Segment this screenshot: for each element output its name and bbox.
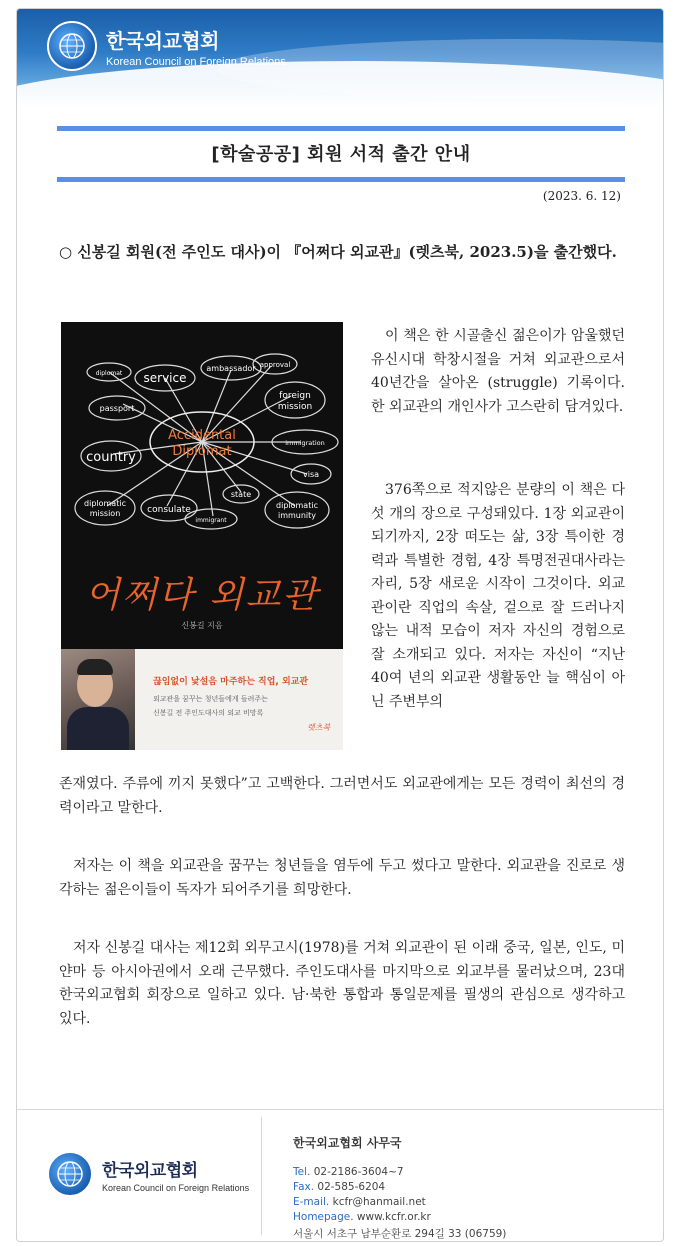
footer-logo[interactable] — [47, 1151, 249, 1197]
header-banner — [17, 9, 663, 106]
org-name-ko: 한국외교협회 — [106, 28, 219, 53]
cover-word: visa — [302, 470, 320, 479]
newsletter-frame — [16, 8, 664, 1242]
paragraph-intro: 이 책은 한 시골출신 젊은이가 암울했던 유신시대 학창시절을 거쳐 외교관으로서 40년간을 살아온 (struggle) 기록이다. 한 외교관의 개인사가 고스란히 담겨있다. — [371, 328, 625, 415]
paragraph-author-bio: 저자 신봉길 대사는 제12회 외무고시(1978)를 거쳐 외교관이 된 이래 중국, 일본, 인도, 미얀마 등 아시아권에서 오래 근무했다. 주인도대사를 마지막으로 외교부를 물러났으며, 23대 한국외교협회 회장으로 일하고 있다. 남·북한 통합과 통일문제를 필생의 관심으로 생각하고 있다. — [59, 940, 625, 1027]
cover-word: diplomatic — [276, 501, 318, 510]
title-bar-bottom — [57, 177, 625, 182]
cover-publisher: 렛츠북 — [307, 723, 331, 732]
cover-word: immunity — [277, 511, 317, 520]
paragraph-audience: 저자는 이 책을 외교관을 꿈꾸는 청년들을 염두에 두고 썼다고 말한다. 외교관을 진로로 생각하는 젊은이들이 독자가 되어주기를 희망한다. — [59, 858, 625, 898]
footer-fax: Fax. 02-585-6204 — [293, 1181, 386, 1193]
footer-email[interactable]: E-mail. kcfr@hanmail.net — [293, 1196, 426, 1208]
footer-vertical-divider — [261, 1117, 262, 1235]
cover-word: country — [86, 450, 136, 465]
cover-word-diagram — [61, 322, 343, 562]
cover-title-ko: 어쩌다 외교관 — [84, 575, 320, 616]
globe-emblem-icon — [47, 21, 97, 71]
lead-sentence: ○ 신봉길 회원(전 주인도 대사)이 『어쩌다 외교관』(렛츠북, 2023.5)을 출간했다. — [59, 243, 617, 261]
footer-divider — [17, 1109, 663, 1110]
footer-address: 서울시 서초구 남부순환로 294길 33 (06759) — [293, 1228, 507, 1240]
cover-word: passport — [99, 404, 135, 413]
book-cover-image — [61, 322, 343, 750]
footer-org-name-ko: 한국외교협회 — [102, 1160, 198, 1181]
cover-word: mission — [89, 509, 121, 518]
globe-emblem-icon — [47, 1151, 93, 1197]
cover-word: state — [230, 490, 252, 499]
cover-word: approval — [259, 361, 291, 369]
email-link[interactable]: kcfr@hanmail.net — [332, 1196, 426, 1208]
cover-word: foreign — [279, 391, 311, 401]
paragraph-structure: 376쪽으로 적지않은 분량의 이 책은 다섯 개의 장으로 구성돼있다. 1장 외교관이 되기까지, 2장 떠도는 삶, 3장 특이한 경력과 특별한 경험, 4장 특명전권대사라는 자리, 5장 새로운 시작이 그것이다. 외교관이란 직업의 속살, 겉으로 잘 드러나지 않는 내적 모습이 저자 자신의 경험으로 잘 소개되고 있다. 저자는 자신이 “지난 40여 년의 외교관 생활동안 늘 핵심이 아닌 주변부의 — [371, 482, 625, 710]
footer-office: 한국외교협회 사무국 — [293, 1136, 402, 1150]
cover-center-line2: Diplomat — [172, 444, 232, 459]
cover-word: diplomat — [95, 370, 123, 377]
cover-word: service — [143, 371, 187, 385]
cover-word: ambassador — [206, 364, 256, 373]
notice-date: (2023. 6. 12) — [542, 189, 621, 203]
cover-word: consulate — [147, 505, 191, 515]
cover-word: immigration — [285, 439, 325, 447]
cover-tagline: 끊임없이 낯설음 마주하는 직업, 외교관 — [153, 677, 309, 687]
footer-org-name-en: Korean Council on Foreign Relations — [102, 1182, 250, 1193]
cover-word: diplomatic — [84, 499, 126, 508]
notice-title: [학술공공] 회원 서적 출간 안내 — [211, 144, 471, 165]
author-photo — [61, 649, 135, 750]
homepage-link[interactable]: www.kcfr.or.kr — [356, 1211, 431, 1223]
cover-word: immigrant — [195, 517, 227, 524]
footer-tel: Tel. 02-2186-3604~7 — [293, 1166, 404, 1178]
cover-center-line1: Accidental — [168, 428, 236, 443]
cover-subline1: 외교관을 꿈꾸는 청년들에게 들려주는 — [153, 695, 268, 703]
org-name-en: Korean Council on Foreign Relations — [106, 55, 286, 68]
cover-author: 신봉길 지음 — [181, 621, 223, 630]
paragraph-structure-cont: 존재였다. 주류에 끼지 못했다”고 고백한다. 그러면서도 외교관에게는 모든 경력이 최선의 경력이라고 말한다. — [59, 776, 625, 816]
footer-homepage[interactable]: Homepage. www.kcfr.or.kr — [293, 1211, 431, 1223]
org-logo[interactable] — [47, 21, 286, 71]
cover-word: mission — [277, 402, 313, 412]
cover-subline2: 신봉길 전 주인도대사의 외교 비망록 — [153, 709, 264, 717]
title-bar-top — [57, 126, 625, 131]
